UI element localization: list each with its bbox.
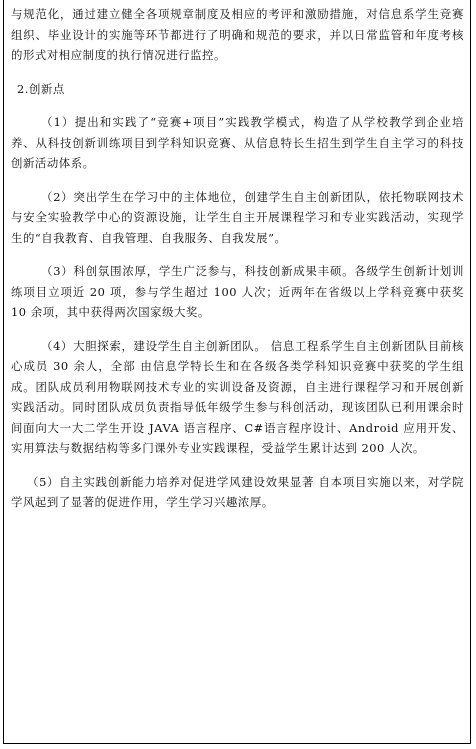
intro-paragraph: 与规范化，通过建立健全各项规章制度及相应的考评和激励措施，对信息系学生竞赛组织、毕业设计的实施等环节都进行了明确和规范的要求，并以日常监管和年度考核的形式对相应制度的执行情况进行监控。 bbox=[11, 7, 464, 62]
innovation-point-1: （1）提出和实践了“竞赛+项目”实践教学模式，构造了从学校教学到企业培养、从科技创新训练项目到学科知识竞赛、从信息特长生招生到学生自主学习的科技创新活动体系。 bbox=[11, 115, 464, 170]
innovation-point-4: （4）大胆探索，建设学生自主创新团队。 信息工程系学生自主创新团队目前核心成员 30 余人，全部 由信息学特长生和在各级各类学科知识竞赛中获奖的学生组成。团队成员利用物联网技术专业的实训设备及资源，自主进行课程学习和开展创新实践活动。同时团队成员负责指导低年级学生参与科创活动，现该团队已利用课余时间面向大一大二学生开设 JAVA 语言程序、C#语言程序设计、Android 应用开发、实用算法与数据结构等多门课外专业实践课程，受益学生累计达到 200 人次。 bbox=[11, 338, 464, 455]
section-heading: 2.创新点 bbox=[17, 81, 65, 96]
innovation-point-5: （5）自主实践创新能力培养对促进学风建设效果显著 自本项目实施以来，对学院学风起到了显著的促进作用，学生学习兴趣浓厚。 bbox=[11, 474, 464, 509]
innovation-point-3: （3）科创氛围浓厚，学生广泛参与，科技创新成果丰硕。各级学生创新计划训练项目立项近 20 项，参与学生超过 100 人次；近两年在省级以上学科竞赛中获奖 10 余项，其中获得两次国家级大奖。 bbox=[11, 264, 464, 319]
document-body bbox=[11, 4, 464, 513]
innovation-point-2: （2）突出学生在学习中的主体地位，创建学生自主创新团队，依托物联网技术与安全实验教学中心的资源设施，让学生自主开展课程学习和专业实践活动，实现学生的“自我教育、自我管理、自我服务、自我发展”。 bbox=[11, 189, 464, 245]
